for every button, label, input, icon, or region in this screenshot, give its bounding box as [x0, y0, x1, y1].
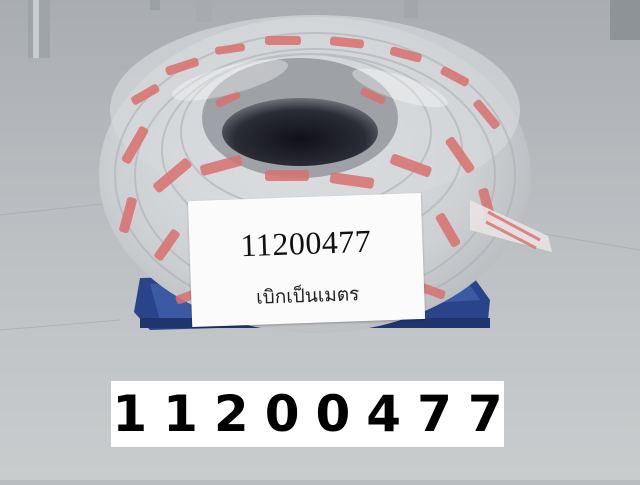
code-banner-text: 11200477 [112, 385, 519, 443]
label-thai-text: เบิกเป็นเมตร [255, 283, 360, 309]
paper-label [188, 193, 425, 327]
code-banner [111, 381, 519, 447]
label-number: 11200477 [239, 222, 372, 264]
